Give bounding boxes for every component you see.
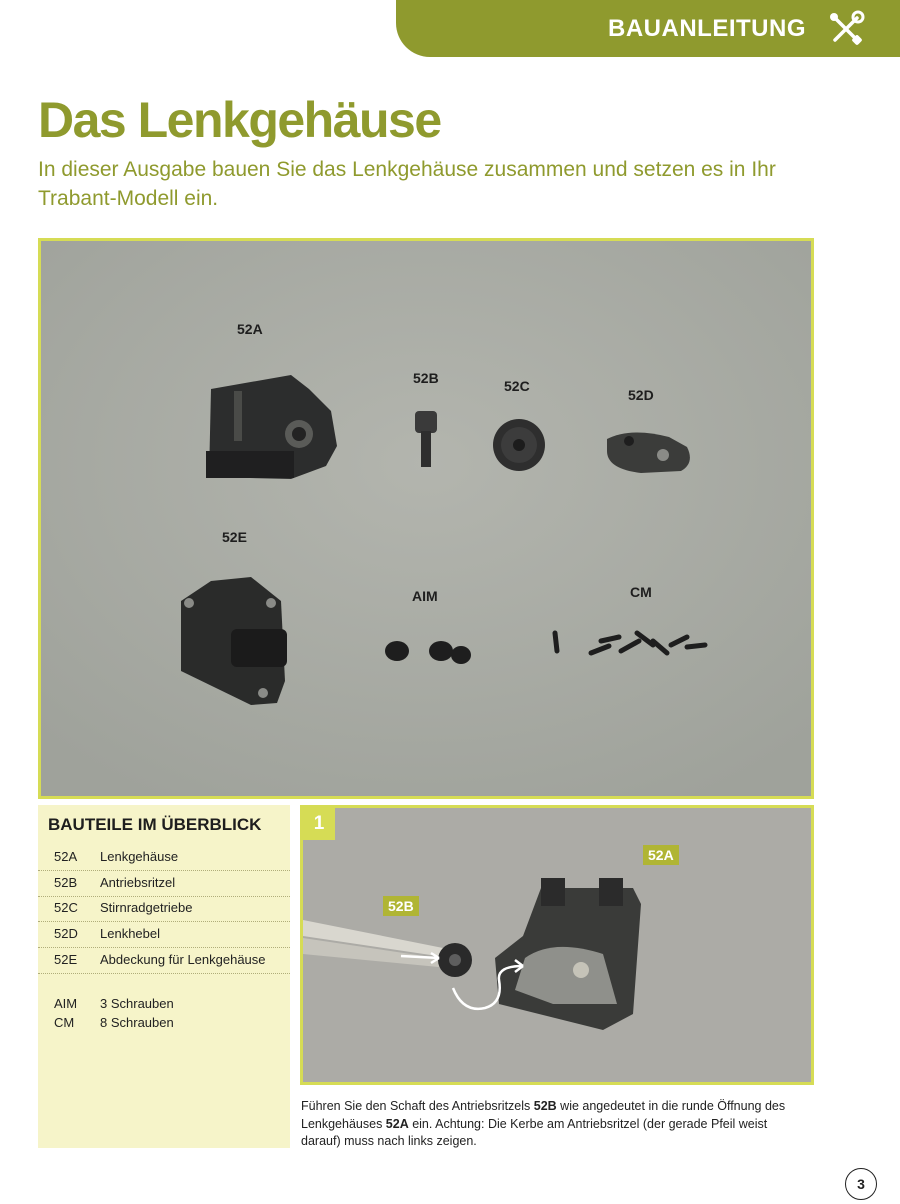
section-header-tab xyxy=(396,0,900,57)
page-number: 3 xyxy=(845,1168,877,1200)
parts-list-item xyxy=(38,921,290,948)
part-code: CM xyxy=(54,1015,75,1030)
caption-part-ref: 52A xyxy=(385,1116,409,1131)
caption-text: ein. Achtung: Die Kerbe am Antriebsritzel (der gerade Pfeil weist darauf) muss nach links zeigen. xyxy=(301,1116,768,1148)
part-code: 52C xyxy=(54,900,78,915)
part-52c-shape xyxy=(493,419,545,471)
part-name: Abdeckung für Lenkgehäuse xyxy=(100,952,266,967)
part-code: 52A xyxy=(54,849,78,864)
section-label: BAUANLEITUNG xyxy=(608,14,806,42)
parts-list-item xyxy=(38,1010,290,1036)
part-name: 8 Schrauben xyxy=(100,1015,174,1030)
part-name: Stirnradgetriebe xyxy=(100,900,193,915)
page-title: Das Lenkgehäuse xyxy=(38,92,441,148)
part-name: Lenkgehäuse xyxy=(100,849,179,864)
parts-list-item xyxy=(38,870,290,897)
parts-overview-heading: BAUTEILE IM ÜBERBLICK xyxy=(48,815,262,834)
part-name: Lenkhebel xyxy=(100,926,160,941)
parts-list-item xyxy=(38,895,290,922)
step-1-caption xyxy=(301,1098,809,1151)
parts-list-item xyxy=(38,947,290,974)
tools-icon xyxy=(826,9,866,49)
label-52d: 52D xyxy=(628,387,654,403)
caption-text: wie angedeutet in die runde Öffnung des Lenkgehäuses xyxy=(301,1099,786,1131)
step-1-photo xyxy=(300,805,814,1085)
part-code: 52D xyxy=(54,926,78,941)
label-52a: 52A xyxy=(237,321,263,337)
part-code: 52E xyxy=(54,952,78,967)
callout-52b: 52B xyxy=(383,896,419,916)
part-name: 3 Schrauben xyxy=(100,996,174,1011)
caption-part-ref: 52B xyxy=(533,1099,557,1113)
step-number-badge: 1 xyxy=(303,808,335,840)
callout-52a: 52A xyxy=(643,845,679,865)
label-cm: CM xyxy=(630,584,652,600)
parts-illustration xyxy=(41,241,811,796)
part-code: 52B xyxy=(54,875,78,890)
parts-list-item xyxy=(38,844,290,871)
parts-photo xyxy=(38,238,814,799)
label-52c: 52C xyxy=(504,378,530,394)
part-code: AIM xyxy=(54,996,78,1011)
label-52e: 52E xyxy=(222,529,247,545)
label-52b: 52B xyxy=(413,370,439,386)
caption-text: Führen Sie den Schaft des Antriebsritzels xyxy=(301,1099,534,1113)
step-1-illustration xyxy=(303,808,811,1082)
page-subtitle: In dieser Ausgabe bauen Sie das Lenkgehäuse zusammen und setzen es in Ihr Trabant-Modell ein. xyxy=(38,158,776,210)
part-name: Antriebsritzel xyxy=(100,875,176,890)
parts-overview-box xyxy=(38,805,290,1148)
label-aim: AIM xyxy=(412,588,438,604)
